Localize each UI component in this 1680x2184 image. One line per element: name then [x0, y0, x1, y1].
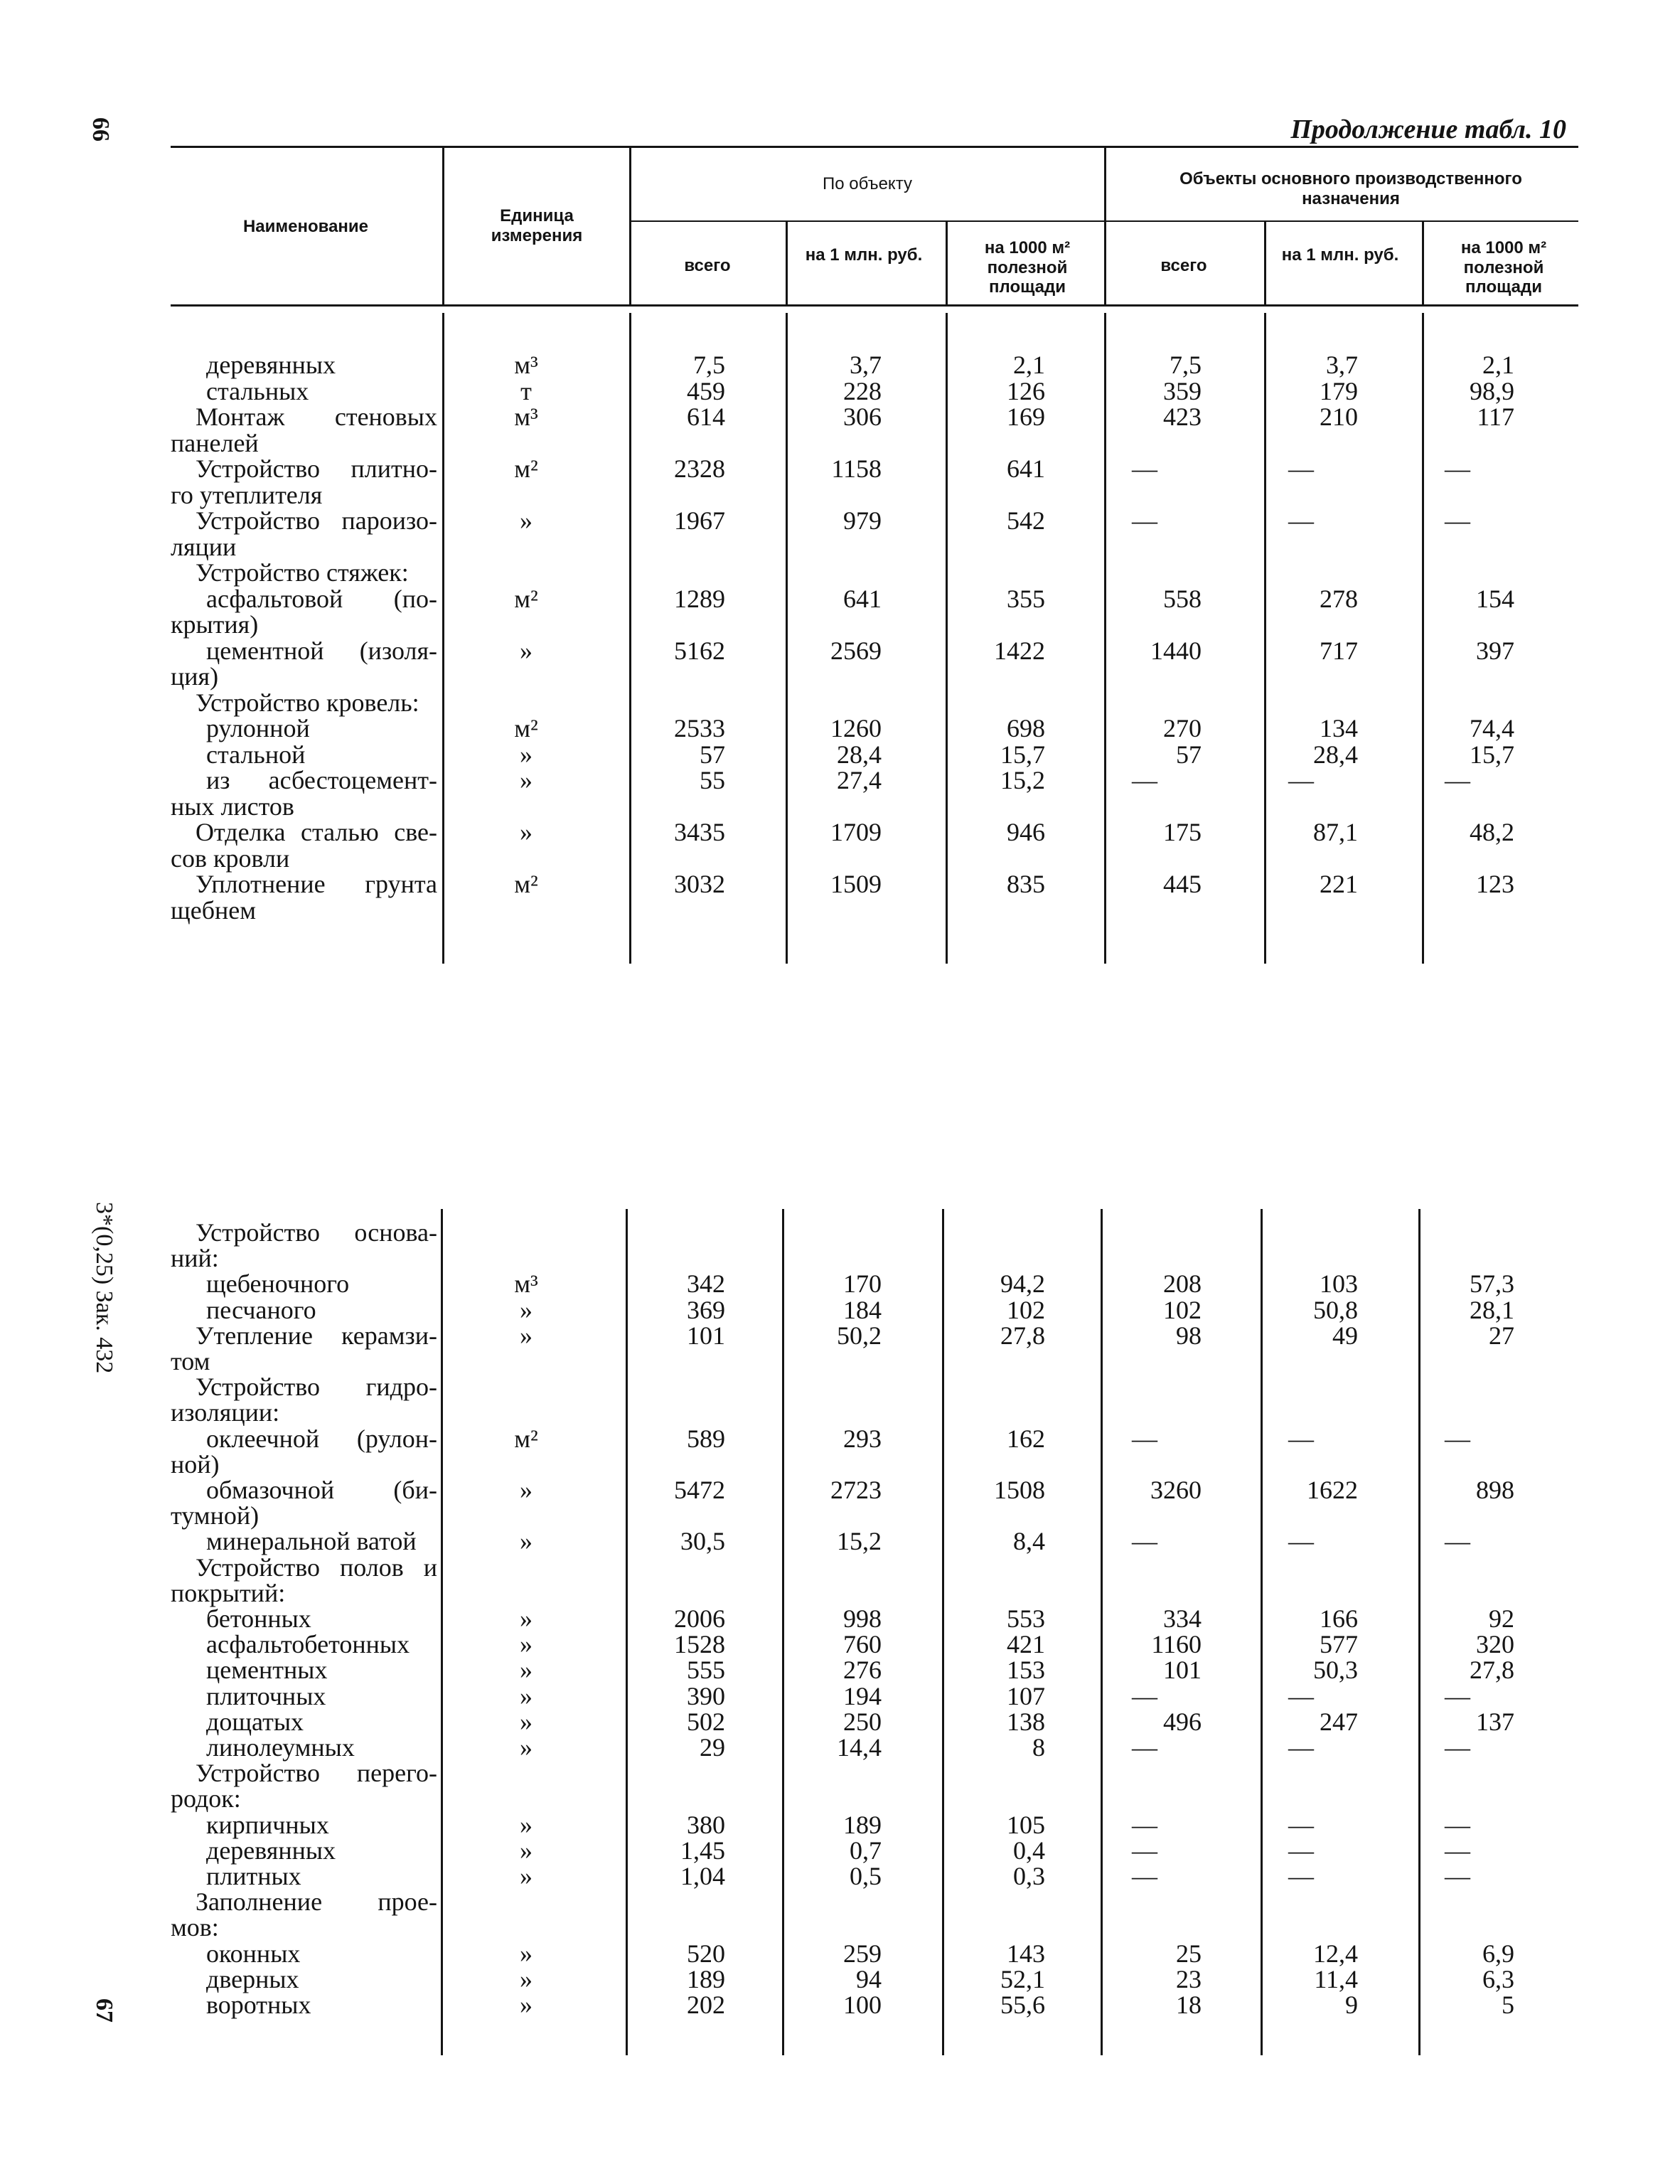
- row-name: панелей: [171, 428, 259, 457]
- row-name: Устройство полов и: [196, 1552, 437, 1582]
- row-value: 208: [1163, 1269, 1202, 1299]
- row-value: 11,4: [1314, 1964, 1358, 1993]
- row-value: 306: [843, 403, 882, 431]
- row-value: 3435: [674, 818, 725, 846]
- row-value: 397: [1476, 636, 1514, 665]
- row-value: 153: [1007, 1656, 1045, 1685]
- row-value: 946: [1007, 818, 1045, 846]
- row-value: 2,1: [1482, 351, 1514, 379]
- row-value: 270: [1163, 714, 1202, 742]
- row-value: —: [1132, 1836, 1157, 1865]
- row-value: 1440: [1150, 636, 1202, 665]
- row-unit: »: [520, 1604, 533, 1633]
- row-unit: м²: [514, 584, 538, 613]
- row-name: рулонной: [206, 714, 310, 742]
- row-value: 143: [1007, 1939, 1045, 1968]
- row-value: —: [1288, 1836, 1314, 1865]
- row-value: 1260: [830, 714, 882, 742]
- row-name: ных листов: [171, 792, 294, 821]
- row-value: 502: [687, 1707, 725, 1736]
- row-unit: »: [520, 1707, 533, 1736]
- row-unit: »: [520, 740, 533, 769]
- header-per-mln-2: на 1 млн. руб.: [1281, 245, 1399, 265]
- row-value: 641: [1007, 454, 1045, 483]
- row-value: 278: [1320, 584, 1358, 613]
- row-value: —: [1132, 454, 1157, 483]
- row-value: 5: [1502, 1991, 1514, 2019]
- row-value: 3,7: [850, 351, 882, 379]
- row-value: 2569: [830, 636, 882, 665]
- row-value: 27,8: [1470, 1656, 1514, 1685]
- row-value: 8: [1032, 1733, 1045, 1762]
- row-unit: »: [520, 1810, 533, 1839]
- row-name: Устройство перего-: [196, 1759, 437, 1788]
- row-name: ний:: [171, 1244, 219, 1273]
- row-value: 334: [1163, 1604, 1202, 1633]
- row-value: —: [1132, 766, 1157, 794]
- row-name: Устройство плитно-: [196, 454, 437, 483]
- row-value: —: [1288, 1733, 1314, 1762]
- row-name: асфальтобетонных: [206, 1630, 410, 1659]
- row-value: 28,4: [837, 740, 882, 769]
- row-unit: м²: [514, 454, 538, 483]
- header-per-1000-2: на 1000 м² полезной площади: [1460, 238, 1547, 297]
- row-name: щебнем: [171, 895, 257, 925]
- header-divider: [442, 148, 444, 304]
- row-name: кирпичных: [206, 1810, 329, 1839]
- row-value: 1160: [1151, 1630, 1202, 1659]
- row-unit: т: [520, 376, 532, 405]
- row-value: 1289: [674, 584, 725, 613]
- header-divider: [946, 222, 948, 304]
- row-value: —: [1445, 1527, 1470, 1556]
- row-name: Отделка сталью све-: [196, 818, 437, 846]
- row-value: 9: [1345, 1991, 1358, 2019]
- row-unit: »: [520, 1656, 533, 1685]
- header-group-main: Объекты основного производственного назначения: [1179, 169, 1522, 208]
- row-value: 175: [1163, 818, 1202, 846]
- row-value: 179: [1320, 376, 1358, 405]
- row-name: Утепление керамзи-: [196, 1321, 437, 1350]
- header-group-object: По объекту: [823, 174, 912, 193]
- row-unit: м²: [514, 870, 538, 898]
- row-value: 138: [1007, 1707, 1045, 1736]
- row-value: 2,1: [1013, 351, 1045, 379]
- row-name: асфальтовой (по-: [206, 584, 437, 613]
- row-value: —: [1288, 766, 1314, 794]
- row-unit: »: [520, 1991, 533, 2019]
- row-name: Устройство кровель:: [196, 688, 419, 717]
- row-value: 52,1: [1000, 1964, 1045, 1993]
- header-divider: [786, 222, 788, 304]
- row-name: сов кровли: [171, 843, 290, 873]
- row-name: Устройство стяжек:: [196, 558, 409, 587]
- row-name: дощатых: [206, 1707, 304, 1736]
- row-name: ляции: [171, 532, 237, 561]
- row-value: 979: [843, 506, 882, 535]
- row-value: 154: [1476, 584, 1514, 613]
- row-value: 170: [843, 1269, 882, 1299]
- row-name: Устройство гидро-: [196, 1373, 437, 1402]
- row-name: из асбестоцемент-: [206, 766, 437, 794]
- row-name: покрытий:: [171, 1578, 286, 1607]
- row-unit: »: [520, 1733, 533, 1762]
- row-unit: »: [520, 766, 533, 794]
- row-value: —: [1132, 1810, 1157, 1839]
- header-unit: Единица измерения: [491, 206, 583, 245]
- row-name: линолеумных: [206, 1733, 355, 1762]
- row-name: оклеечной (рулон-: [206, 1424, 437, 1453]
- row-name: Устройство пароизо-: [196, 506, 437, 535]
- row-value: 1967: [674, 506, 725, 535]
- row-value: 1,45: [680, 1836, 725, 1865]
- row-value: 50,8: [1313, 1295, 1358, 1324]
- row-value: 184: [843, 1295, 882, 1324]
- row-value: 15,2: [837, 1527, 882, 1556]
- row-unit: »: [520, 1476, 533, 1504]
- row-value: 2723: [830, 1476, 882, 1504]
- header-total-2: всего: [1160, 256, 1207, 275]
- row-value: —: [1132, 1424, 1157, 1453]
- row-name: деревянных: [206, 1836, 336, 1865]
- row-value: 1622: [1307, 1476, 1358, 1504]
- row-value: —: [1288, 1862, 1314, 1890]
- row-name: дверных: [206, 1964, 299, 1993]
- row-value: —: [1288, 1527, 1314, 1556]
- row-unit: »: [520, 506, 533, 535]
- row-value: 1158: [831, 454, 882, 483]
- row-value: 30,5: [680, 1527, 725, 1556]
- row-value: 27,8: [1000, 1321, 1045, 1350]
- row-value: 3,7: [1326, 351, 1358, 379]
- row-value: 250: [843, 1707, 882, 1736]
- row-unit: »: [520, 1681, 533, 1710]
- row-value: 102: [1007, 1295, 1045, 1324]
- row-value: 2533: [674, 714, 725, 742]
- row-value: 57: [700, 740, 725, 769]
- row-value: 247: [1320, 1707, 1358, 1736]
- row-value: 50,3: [1313, 1656, 1358, 1685]
- row-name: обмазочной (би-: [206, 1476, 437, 1504]
- row-value: 445: [1163, 870, 1202, 898]
- row-value: 221: [1320, 870, 1358, 898]
- row-value: 577: [1320, 1630, 1358, 1659]
- page-number-top: 66: [87, 117, 114, 142]
- row-unit: »: [520, 818, 533, 846]
- row-value: —: [1288, 1424, 1314, 1453]
- row-value: 1709: [830, 818, 882, 846]
- row-value: —: [1445, 1862, 1470, 1890]
- row-unit: м²: [514, 1424, 538, 1453]
- row-value: 27,4: [837, 766, 882, 794]
- row-value: 496: [1163, 1707, 1202, 1736]
- row-value: 0,4: [1013, 1836, 1045, 1865]
- row-value: 0,5: [850, 1862, 882, 1890]
- row-unit: м³: [514, 351, 538, 379]
- row-value: 98,9: [1470, 376, 1514, 405]
- row-value: —: [1445, 1836, 1470, 1865]
- row-name: бетонных: [206, 1604, 311, 1633]
- row-value: 94,2: [1000, 1269, 1045, 1299]
- column-divider: [441, 1209, 443, 2055]
- row-value: 210: [1320, 403, 1358, 431]
- row-name: Заполнение прое-: [196, 1887, 437, 1917]
- row-unit: »: [520, 636, 533, 665]
- row-value: 259: [843, 1939, 882, 1968]
- row-value: —: [1288, 506, 1314, 535]
- row-value: 74,4: [1470, 714, 1514, 742]
- row-value: —: [1445, 1733, 1470, 1762]
- row-unit: »: [520, 1630, 533, 1659]
- row-value: 55,6: [1000, 1991, 1045, 2019]
- row-value: —: [1132, 506, 1157, 535]
- row-value: 202: [687, 1991, 725, 2019]
- row-value: 228: [843, 376, 882, 405]
- row-value: 27: [1489, 1321, 1514, 1350]
- row-value: 614: [687, 403, 725, 431]
- row-value: 0,3: [1013, 1862, 1045, 1890]
- row-name: ция): [171, 662, 219, 691]
- row-value: 49: [1332, 1321, 1358, 1350]
- row-value: 520: [687, 1939, 725, 1968]
- row-value: 25: [1176, 1939, 1202, 1968]
- header-bottom-rule: [171, 304, 1578, 307]
- row-value: 123: [1476, 870, 1514, 898]
- row-value: 3260: [1150, 1476, 1202, 1504]
- row-value: —: [1445, 454, 1470, 483]
- row-value: 48,2: [1470, 818, 1514, 846]
- row-value: 380: [687, 1810, 725, 1839]
- row-unit: »: [520, 1964, 533, 1993]
- row-value: 94: [856, 1964, 882, 1993]
- row-value: 15,7: [1470, 740, 1514, 769]
- row-value: 6,3: [1482, 1964, 1514, 1993]
- row-value: 7,5: [1170, 351, 1202, 379]
- row-name: мов:: [171, 1913, 219, 1942]
- row-value: 166: [1320, 1604, 1358, 1633]
- row-unit: »: [520, 1862, 533, 1890]
- row-value: 105: [1007, 1810, 1045, 1839]
- row-value: 28,4: [1313, 740, 1358, 769]
- row-value: 162: [1007, 1424, 1045, 1453]
- header-total-1: всего: [684, 256, 731, 275]
- margin-print-note: 3*(0,25) Зак. 432: [91, 1202, 117, 1374]
- row-unit: »: [520, 1939, 533, 1968]
- row-name: изоляции:: [171, 1398, 280, 1427]
- row-value: 7,5: [693, 351, 725, 379]
- row-value: —: [1132, 1733, 1157, 1762]
- row-value: 29: [700, 1733, 725, 1762]
- row-value: 0,7: [850, 1836, 882, 1865]
- row-value: 101: [1163, 1656, 1202, 1685]
- row-name: Уплотнение грунта: [196, 870, 437, 898]
- row-value: 28,1: [1470, 1295, 1514, 1324]
- row-value: 760: [843, 1630, 882, 1659]
- row-value: 320: [1476, 1630, 1514, 1659]
- row-value: 542: [1007, 506, 1045, 535]
- row-value: 558: [1163, 584, 1202, 613]
- row-name: деревянных: [206, 351, 336, 379]
- row-value: 342: [687, 1269, 725, 1299]
- row-name: воротных: [206, 1991, 311, 2019]
- row-value: 698: [1007, 714, 1045, 742]
- row-value: 57,3: [1470, 1269, 1514, 1299]
- row-value: 355: [1007, 584, 1045, 613]
- row-value: —: [1132, 1862, 1157, 1890]
- header-divider: [1264, 222, 1266, 304]
- row-name: стальной: [206, 740, 306, 769]
- row-value: 117: [1477, 403, 1514, 431]
- row-name: го утеплителя: [171, 480, 323, 509]
- row-value: 189: [687, 1964, 725, 1993]
- row-name: песчаного: [206, 1295, 316, 1324]
- row-name: Устройство основа-: [196, 1218, 437, 1247]
- row-name: крытия): [171, 610, 259, 639]
- row-value: 189: [843, 1810, 882, 1839]
- row-value: 1509: [830, 870, 882, 898]
- row-unit: м²: [514, 714, 538, 742]
- row-value: 553: [1007, 1604, 1045, 1633]
- row-value: 92: [1489, 1604, 1514, 1633]
- row-value: —: [1445, 506, 1470, 535]
- row-unit: »: [520, 1295, 533, 1324]
- row-value: 15,7: [1000, 740, 1045, 769]
- row-name: оконных: [206, 1939, 301, 1968]
- row-value: —: [1445, 1681, 1470, 1710]
- row-name: родок:: [171, 1784, 241, 1813]
- row-value: 102: [1163, 1295, 1202, 1324]
- row-name: минеральной ватой: [206, 1527, 417, 1556]
- row-value: 421: [1007, 1630, 1045, 1659]
- row-value: 1422: [994, 636, 1045, 665]
- row-value: —: [1445, 1810, 1470, 1839]
- row-value: 87,1: [1313, 818, 1358, 846]
- row-value: 103: [1320, 1269, 1358, 1299]
- row-value: 459: [687, 376, 725, 405]
- row-value: 717: [1320, 636, 1358, 665]
- row-name: Монтаж стеновых: [196, 403, 437, 431]
- row-name: щебеночного: [206, 1269, 350, 1299]
- row-value: 137: [1476, 1707, 1514, 1736]
- row-value: 2006: [674, 1604, 725, 1633]
- row-name: стальных: [206, 376, 309, 405]
- header-per-mln-1: на 1 млн. руб.: [805, 245, 923, 265]
- row-name: ной): [171, 1449, 220, 1479]
- row-value: 2328: [674, 454, 725, 483]
- row-value: 423: [1163, 403, 1202, 431]
- row-value: 98: [1176, 1321, 1202, 1350]
- row-value: 57: [1176, 740, 1202, 769]
- row-unit: »: [520, 1321, 533, 1350]
- continuation-title: Продолжение табл. 10: [1290, 114, 1566, 144]
- row-unit: м³: [514, 403, 538, 431]
- header-divider: [1104, 148, 1106, 304]
- row-value: 1528: [674, 1630, 725, 1659]
- row-value: 50,2: [837, 1321, 882, 1350]
- row-value: 3032: [674, 870, 725, 898]
- row-value: 1508: [994, 1476, 1045, 1504]
- row-value: 126: [1007, 376, 1045, 405]
- page-number-bottom: 67: [91, 1998, 117, 2023]
- row-unit: »: [520, 1836, 533, 1865]
- row-value: 369: [687, 1295, 725, 1324]
- row-value: 5162: [674, 636, 725, 665]
- row-value: 998: [843, 1604, 882, 1633]
- row-value: 23: [1176, 1964, 1202, 1993]
- header-divider: [1422, 222, 1424, 304]
- row-value: 5472: [674, 1476, 725, 1504]
- column-divider: [442, 313, 444, 964]
- row-value: 100: [843, 1991, 882, 2019]
- row-value: 1,04: [680, 1862, 725, 1890]
- row-name: том: [171, 1347, 210, 1375]
- row-value: —: [1288, 1810, 1314, 1839]
- row-value: 12,4: [1313, 1939, 1358, 1968]
- row-value: 134: [1320, 714, 1358, 742]
- row-value: —: [1445, 1424, 1470, 1453]
- row-value: 169: [1007, 403, 1045, 431]
- row-value: —: [1132, 1527, 1157, 1556]
- row-value: 359: [1163, 376, 1202, 405]
- header-per-1000-1: на 1000 м² полезной площади: [984, 238, 1071, 297]
- row-value: 293: [843, 1424, 882, 1453]
- row-value: 55: [700, 766, 725, 794]
- row-name: тумной): [171, 1501, 260, 1530]
- header-divider: [629, 148, 631, 304]
- row-value: 194: [843, 1681, 882, 1710]
- row-value: —: [1132, 1681, 1157, 1710]
- row-value: 555: [687, 1656, 725, 1685]
- row-unit: м³: [514, 1269, 538, 1299]
- row-value: 107: [1007, 1681, 1045, 1710]
- row-unit: »: [520, 1527, 533, 1556]
- header-top-rule: [171, 146, 1578, 148]
- row-name: цементных: [206, 1656, 328, 1685]
- header-name: Наименование: [242, 217, 369, 236]
- row-name: цементной (изоля-: [206, 636, 437, 665]
- row-value: —: [1288, 454, 1314, 483]
- row-value: 15,2: [1000, 766, 1045, 794]
- row-value: 589: [687, 1424, 725, 1453]
- row-value: 8,4: [1013, 1527, 1045, 1556]
- row-value: —: [1445, 766, 1470, 794]
- row-value: 898: [1476, 1476, 1514, 1504]
- row-value: 18: [1176, 1991, 1202, 2019]
- row-value: 835: [1007, 870, 1045, 898]
- row-value: 14,4: [837, 1733, 882, 1762]
- row-value: 101: [687, 1321, 725, 1350]
- row-name: плиточных: [206, 1681, 326, 1710]
- row-value: 390: [687, 1681, 725, 1710]
- row-name: плитных: [206, 1862, 301, 1890]
- row-value: —: [1288, 1681, 1314, 1710]
- row-value: 6,9: [1482, 1939, 1514, 1968]
- row-value: 641: [843, 584, 882, 613]
- row-value: 276: [843, 1656, 882, 1685]
